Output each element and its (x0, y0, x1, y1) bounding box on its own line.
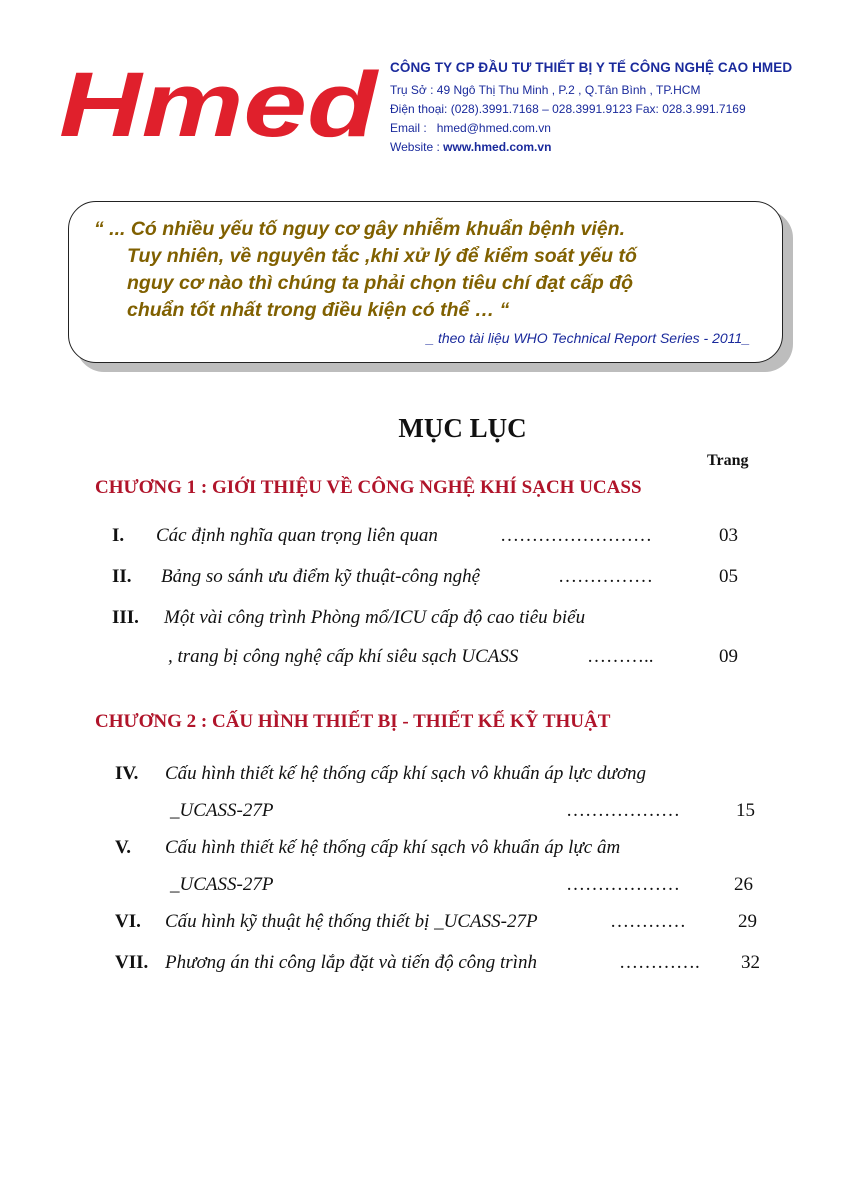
entry-number: VII. (115, 952, 149, 973)
quote-line: chuẩn tốt nhất trong điều kiện có thể … “ (127, 299, 510, 321)
entry-text: Phương án thi công lắp đặt và tiến độ công trình (165, 952, 537, 973)
quote-source: _ theo tài liệu WHO Technical Report Series - 2011_ (426, 330, 750, 346)
company-address: Trụ Sở : 49 Ngô Thị Thu Minh , P.2 , Q.Tân Bình , TP.HCM (390, 83, 701, 97)
entry-number: VI. (115, 911, 141, 932)
entry-text: Cấu hình thiết kế hệ thống cấp khí sạch vô khuẩn áp lực dương (165, 763, 646, 784)
website-label: Website : (390, 140, 440, 154)
entry-page: 15 (736, 800, 755, 821)
entry-text: Các định nghĩa quan trọng liên quan (156, 525, 438, 546)
entry-number: V. (115, 837, 132, 858)
company-info (390, 60, 792, 157)
entry-text-continued: _UCASS-27P (170, 800, 274, 821)
email-value[interactable]: hmed@hmed.com.vn (436, 121, 551, 135)
quote-line: nguy cơ nào thì chúng ta phải chọn tiêu chí đạt cấp độ (127, 272, 634, 294)
company-website-row (390, 138, 792, 157)
quote-text (94, 216, 774, 324)
entry-leader: ……………… (566, 800, 680, 821)
email-label: Email : (390, 121, 427, 135)
chapter-1-title: CHƯƠNG 1 : GIỚI THIỆU VỀ CÔNG NGHỆ KHÍ SẠCH UCASS (95, 477, 642, 498)
entry-number: I. (112, 525, 125, 546)
quote-line: Tuy nhiên, về nguyên tắc ,khi xử lý để kiểm soát yếu tố (127, 245, 637, 267)
entry-text: Một vài công trình Phòng mổ/ICU cấp độ cao tiêu biểu (164, 607, 586, 628)
hmed-logo (55, 58, 380, 156)
entry-page: 32 (741, 952, 760, 973)
entry-leader: ……….. (587, 646, 654, 667)
toc-title: MỤC LỤC (398, 413, 527, 443)
entry-page: 09 (719, 646, 738, 667)
entry-leader: ……………… (566, 874, 680, 895)
chapter-2-title: CHƯƠNG 2 : CẤU HÌNH THIẾT BỊ - THIẾT KẾ KỸ THUẬT (95, 711, 611, 732)
entry-leader: …………………… (500, 525, 652, 546)
entry-text-continued: , trang bị công nghệ cấp khí siêu sạch UCASS (168, 646, 519, 667)
website-value[interactable]: www.hmed.com.vn (443, 140, 552, 154)
company-email-row (390, 119, 792, 138)
entry-page: 26 (734, 874, 753, 895)
entry-text-continued: _UCASS-27P (170, 874, 274, 895)
entry-text: Cấu hình thiết kế hệ thống cấp khí sạch vô khuẩn áp lực âm (165, 837, 621, 858)
entry-page: 29 (738, 911, 757, 932)
entry-leader: ………… (610, 911, 686, 932)
entry-text: Cấu hình kỹ thuật hệ thống thiết bị _UCASS-27P (165, 911, 538, 932)
entry-page: 03 (719, 525, 738, 546)
entry-leader: …………… (558, 566, 653, 587)
entry-leader: …………. (619, 952, 700, 973)
page-column-header: Trang (707, 452, 749, 469)
entry-page: 05 (719, 566, 738, 587)
entry-number: III. (112, 607, 139, 628)
logo-text: Hmed (59, 58, 380, 156)
entry-text: Bảng so sánh ưu điểm kỹ thuật-công nghệ (161, 566, 481, 587)
entry-number: II. (112, 566, 132, 587)
company-name: CÔNG TY CP ĐẦU TƯ THIẾT BỊ Y TẾ CÔNG NGHỆ CAO HMED (390, 60, 793, 75)
company-phone: Điện thoại: (028).3991.7168 – 028.3991.9123 Fax: 028.3.991.7169 (390, 102, 746, 116)
entry-number: IV. (115, 763, 139, 784)
quote-line: “ ... Có nhiều yếu tố nguy cơ gây nhiễm khuẩn bệnh viện. (94, 218, 625, 240)
